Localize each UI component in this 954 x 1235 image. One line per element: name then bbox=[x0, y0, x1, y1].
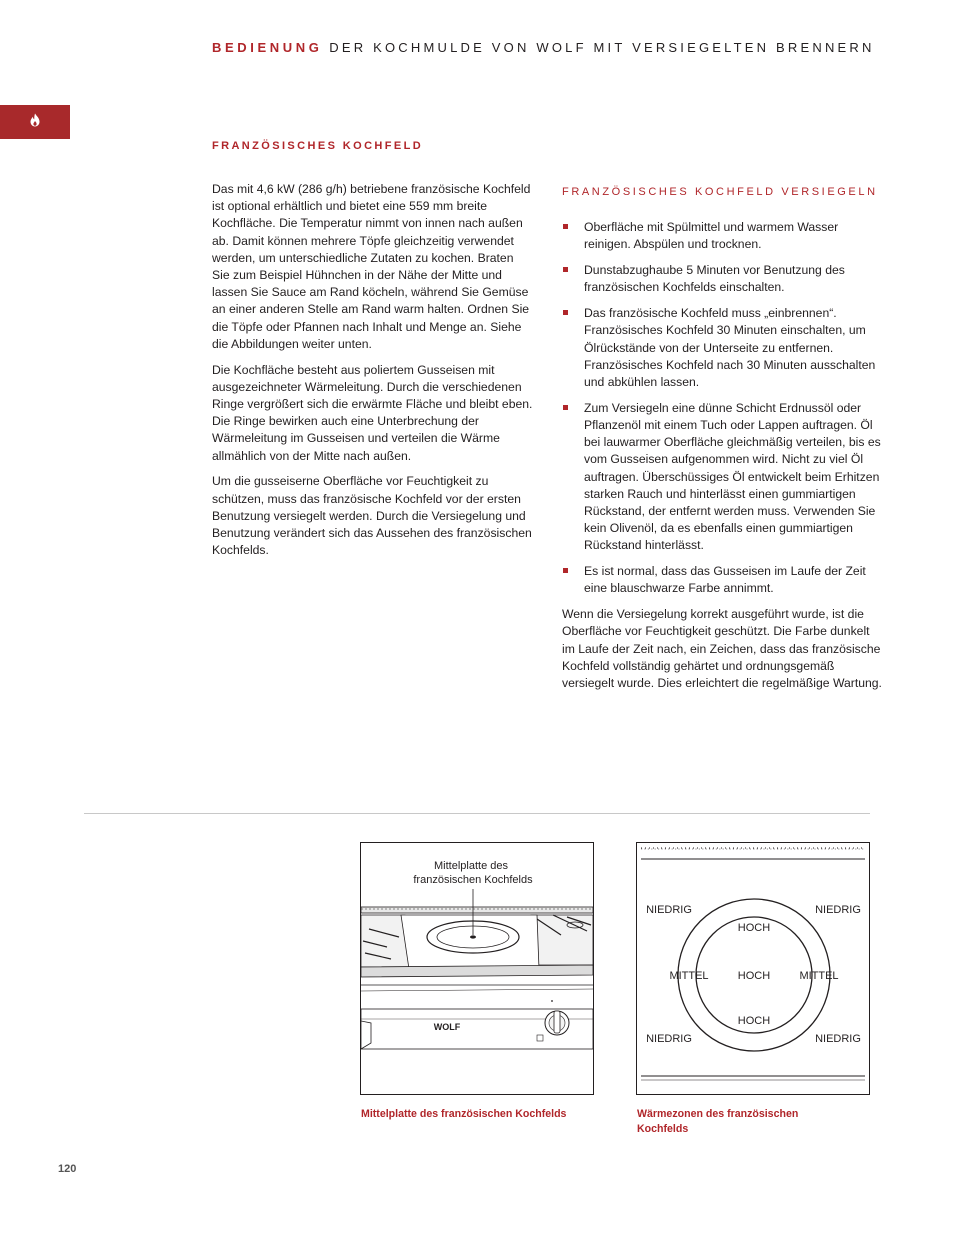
zone-label-bottom-right: NIEDRIG bbox=[815, 1033, 861, 1045]
zone-label-left: MITTEL bbox=[669, 970, 709, 982]
zone-label-bottom-left: NIEDRIG bbox=[646, 1033, 692, 1045]
list-item bbox=[562, 563, 884, 597]
cooktop-front-edge bbox=[361, 965, 593, 977]
top-vent-strip bbox=[641, 848, 865, 859]
list-item bbox=[562, 262, 884, 296]
right-column bbox=[562, 184, 884, 692]
figure-caption: Mittelplatte des französischen Kochfelds bbox=[361, 1108, 567, 1120]
paragraph: Die Kochfläche besteht aus poliertem Gusseisen mit ausgezeichneter Wärmeleitung. Durch die verschiedenen Ringe vergrößert sich die erwärmte Fläche und bleibt eben. Die Ringe bewirken auch eine Unterbrechung der Wärmeleitung im Gusseisen und verteilen die Wärme allmählich von der Mitte nach außen. bbox=[212, 362, 533, 463]
left-column bbox=[212, 181, 534, 568]
figure-heat-zones bbox=[636, 842, 870, 1095]
zone-label-top-right: NIEDRIG bbox=[815, 904, 861, 916]
list-item-text: Oberfläche mit Spülmittel und warmem Wasser reinigen. Abspülen und trocknen. bbox=[584, 220, 839, 252]
list-item-text: Dunstabzughaube 5 Minuten vor Benutzung des französischen Kochfelds einschalten. bbox=[584, 263, 845, 295]
bullet-square-icon bbox=[563, 224, 568, 229]
paragraph: Um die gusseiserne Oberfläche vor Feuchtigkeit zu schützen, muss das französische Kochfeld vor der ersten Benutzung versiegelt werden. Durch die Versiegelung und Benutzung verändert sich das Aussehen des französischen Kochfelds. bbox=[212, 474, 532, 558]
list-item bbox=[562, 219, 884, 253]
section-title: FRANZÖSISCHES KOCHFELD bbox=[212, 140, 424, 152]
french-top-plate bbox=[401, 915, 539, 969]
zone-label-center: HOCH bbox=[737, 970, 771, 982]
cooktop-back-edge bbox=[361, 907, 593, 913]
page-header bbox=[212, 40, 912, 55]
figure-label-line2: französischen Kochfelds bbox=[413, 874, 533, 886]
list-item-text: Es ist normal, dass das Gusseisen im Laufe der Zeit eine blauschwarze Farbe annimmt. bbox=[584, 564, 866, 596]
divider bbox=[84, 813, 870, 814]
brand-logo: WOLF bbox=[433, 1022, 461, 1032]
paragraph: Das mit 4,6 kW (286 g/h) betriebene französische Kochfeld ist optional erhältlich und bietet eine 559 mm breite Kochfläche. Die Temperatur nimmt von innen nach außen ab. Damit können mehrere Töpfe gleichzeitig verwendet werden, um unterschiedliche Zutaten zu kochen. Braten Sie zum Beispiel Hühnchen in der Nähe der Mitte und lassen Sie Sauce am Rand köcheln, während Sie Gemüse an einer anderen Stelle am Rand warm halten. Ordnen Sie die Töpfe oder Pfannen nach Inhalt und Menge an. Siehe die Abbildungen weiter unten. bbox=[212, 182, 531, 351]
center-plate bbox=[470, 935, 476, 938]
bullet-list bbox=[562, 219, 884, 597]
zone-label-top-left: NIEDRIG bbox=[646, 904, 692, 916]
section-tab bbox=[0, 105, 70, 139]
bullet-square-icon bbox=[563, 568, 568, 573]
figure-caption: Wärmezonen des französischen Kochfelds bbox=[637, 1108, 799, 1135]
list-item bbox=[562, 400, 884, 555]
sub-title: FRANZÖSISCHES KOCHFELD VERSIEGELN bbox=[562, 186, 878, 198]
figure-label-line1: Mittelplatte des bbox=[434, 860, 508, 872]
zone-label-inner-top: HOCH bbox=[737, 922, 771, 934]
bullet-square-icon bbox=[563, 310, 568, 315]
header-accent: BEDIENUNG bbox=[212, 40, 323, 55]
flame-icon bbox=[29, 113, 41, 132]
figure-center-plate bbox=[360, 842, 594, 1095]
header-rest: DER KOCHMULDE VON WOLF MIT VERSIEGELTEN BRENNERN bbox=[329, 40, 875, 55]
zone-label-inner-bottom: HOCH bbox=[737, 1015, 771, 1027]
zone-label-right: MITTEL bbox=[799, 970, 839, 982]
bullet-square-icon bbox=[563, 267, 568, 272]
page-number: 120 bbox=[58, 1163, 77, 1175]
bullet-square-icon bbox=[563, 405, 568, 410]
list-item-text: Das französische Kochfeld muss „einbrennen“. Französisches Kochfeld 30 Minuten einschalten, um Ölrückstände von der Unterseite zu entfernen. Französisches Kochfeld nach 30 Minuten ausschalten und abkühlen lassen. bbox=[584, 306, 876, 390]
list-item bbox=[562, 305, 884, 391]
list-item-text: Zum Versiegeln eine dünne Schicht Erdnussöl oder Pflanzenöl mit einem Tuch oder Lappen auftragen. Öl bei lauwarmer Oberfläche gleichmäßig verteilen, bis es vom Gusseisen aufgenommen wird. Nicht zu viel Öl auftragen. Überschüssiges Öl entwickelt beim Erhitzen starken Rauch und hinterlässt einen gummiartigen Rückstand, der entfernt werden muss. Verwenden Sie kein Olivenöl, da es ebenfalls einen gummiartigen Rückstand hinterlässt. bbox=[584, 400, 881, 553]
closing-paragraph: Wenn die Versiegelung korrekt ausgeführt wurde, ist die Oberfläche vor Feuchtigkeit geschützt. Die Farbe dunkelt im Laufe der Zeit nach, ein Zeichen, dass das französische Kochfeld vollständig gehärtet und ordnungsgemäß versiegelt wurde. Dies erleichtert die regelmäßige Wartung. bbox=[562, 607, 882, 691]
